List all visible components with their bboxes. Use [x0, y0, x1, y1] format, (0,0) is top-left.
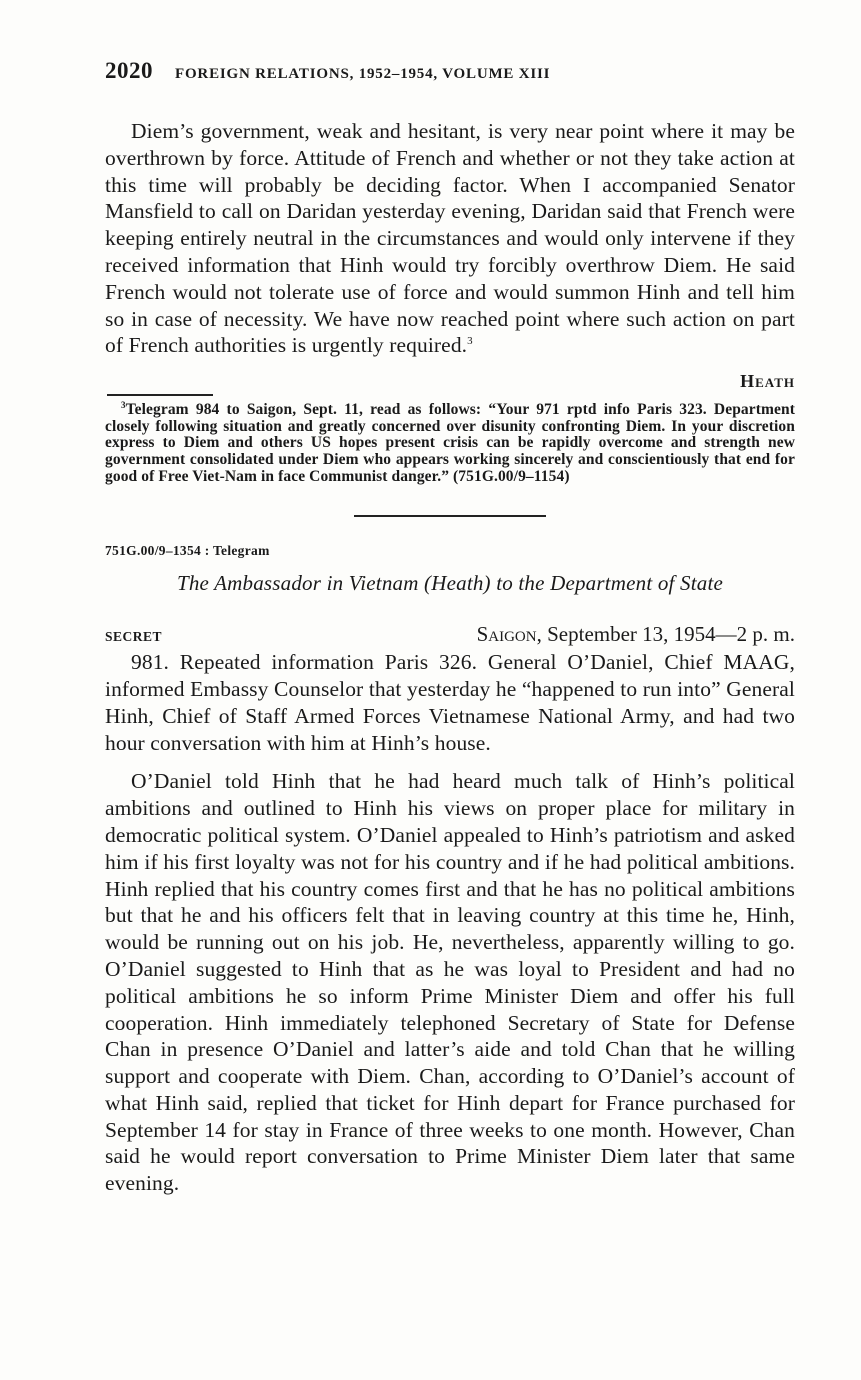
- footnote: [105, 402, 795, 485]
- document-file-id: 751G.00/9–1354 : Telegram: [105, 543, 270, 559]
- dateline-place: Saigon,: [476, 622, 542, 647]
- running-title: FOREIGN RELATIONS, 1952–1954, VOLUME XIII: [175, 66, 551, 82]
- dateline: [477, 622, 795, 647]
- running-head: [105, 58, 795, 96]
- page-number: 2020: [105, 58, 153, 83]
- footnote-marker: 3: [121, 400, 126, 411]
- classification-row: [105, 622, 795, 647]
- continued-paragraph-text: Diem’s government, weak and hesitant, is very near point where it may be overthrown by force. Attitude of French and whether or not they take action at this time will probably be deciding factor. When I accompanied Senator Mansfield to call on Daridan yesterday evening, Daridan said that French were keeping entirely neutral in the circumstances and would only intervene if they received information that Hinh would try forcibly overthrow Diem. He said French would not tolerate use of force and would summon Hinh and tell him so in case of necessity. We have now reached point where such action on part of French authorities is urgently required.: [105, 119, 795, 358]
- classification-label: SECRET: [105, 629, 163, 645]
- telegram-paragraph-2: O’Daniel told Hinh that he had heard much talk of Hinh’s political ambitions and outlined to Hinh his views on proper place for military in democratic political system. O’Daniel appealed to Hinh’s patriotism and asked him if his first loyalty was not for his country and if he had political ambitions. Hinh replied that his country comes first and that he has no political ambitions but that he and his officers felt that in leaving country at this time he, Hinh, would be running out on his job. He, nevertheless, apparently willing to go. O’Daniel suggested to Hinh that as he was loyal to President and had no political ambitions he so inform Prime Minister Diem and offer his full cooperation. Hinh immediately telephoned Secretary of State for Defense Chan in presence O’Daniel and latter’s aide and told Chan that he willing support and cooperate with Diem. Chan, according to O’Daniel’s account of what Hinh said, replied that ticket for Hinh depart for France purchased for September 14 for stay in France of three weeks to one month. However, Chan said he would report conversation to Prime Minister Diem later that same evening.: [105, 769, 795, 1196]
- telegram-paragraph-1: 981. Repeated information Paris 326. General O’Daniel, Chief MAAG, informed Embassy Counselor that yesterday he “happened to run into” General Hinh, Chief of Staff Armed Forces Vietnamese National Army, and had two hour conversation with him at Hinh’s house.: [105, 650, 795, 755]
- continued-paragraph: [105, 118, 795, 359]
- footnote-text: Telegram 984 to Saigon, Sept. 11, read as follows: “Your 971 rptd info Paris 323. Department closely following situation and greatly concerned over disunity confronting Diem. In your discretion express to Diem and others US hopes present crisis can be rapidly overcome and strength new government consolidated under Diem who appears working sincerely and conscientiously that end for good of Free Viet-Nam in face Communist danger.” (751G.00/9–1154): [105, 401, 795, 485]
- document-page: [105, 58, 795, 1197]
- footnote-reference: 3: [467, 335, 473, 348]
- signature: Heath: [740, 371, 795, 392]
- document-heading: The Ambassador in Vietnam (Heath) to the Department of State: [176, 571, 724, 596]
- section-divider: [354, 515, 546, 517]
- dateline-date: September 13, 1954—2 p. m.: [541, 622, 795, 647]
- footnote-rule: [107, 394, 213, 396]
